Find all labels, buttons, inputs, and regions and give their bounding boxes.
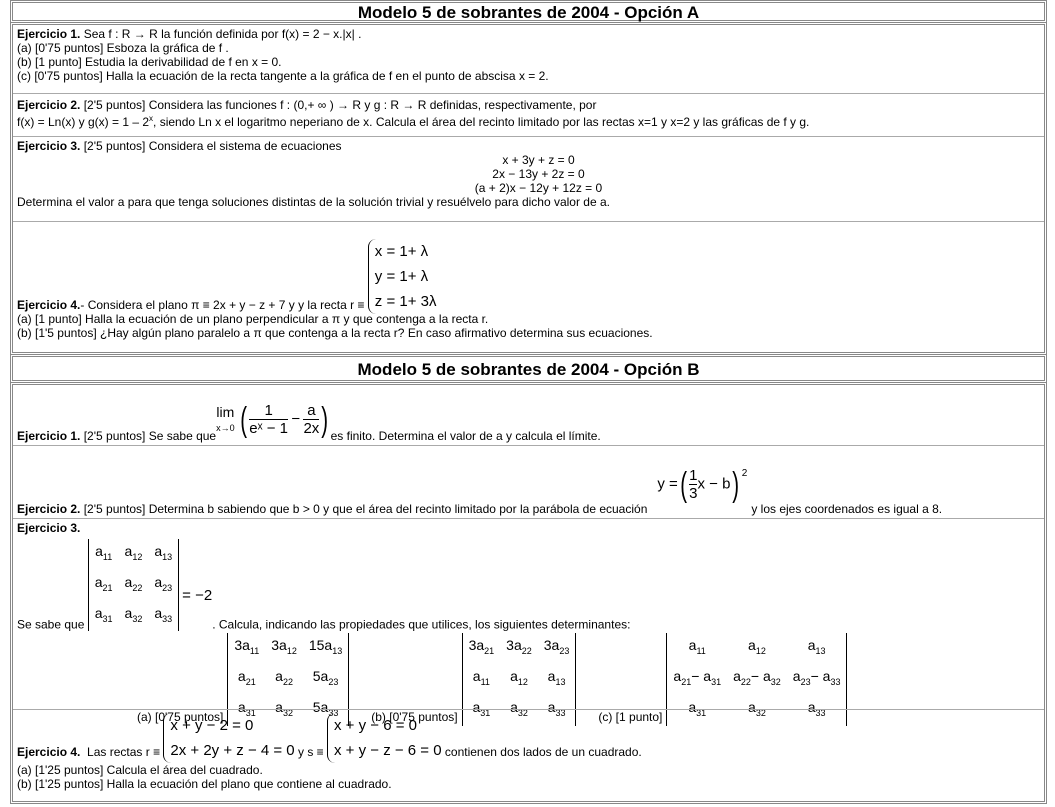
eq-right: x − b	[697, 475, 731, 493]
matrix-entry: $3a_{23}$	[543, 637, 570, 657]
exercise-label: Ejercicio 3.	[17, 139, 81, 153]
exponent: 2	[741, 468, 748, 479]
part-c: (c) [0'75 puntos] Halla la ecuación de la recta tangente a la gráfica de f en el punto de abscisa x = 2.	[17, 69, 549, 83]
matrix-entry: $a_{33}$	[547, 698, 566, 718]
denominator: 3	[689, 485, 698, 502]
exam-page	[10, 0, 1047, 805]
equation-system	[17, 153, 1040, 195]
equation: y = 1+ λ	[374, 268, 429, 285]
exercise-a3	[13, 136, 1044, 221]
exercise-a4	[13, 221, 1044, 352]
matrix-entry: $a_{11}$	[688, 637, 706, 657]
equation: x + y − 2 = 0	[170, 717, 254, 734]
exercise-b1	[13, 385, 1044, 445]
exercise-label: Ejercicio 4.	[17, 298, 81, 312]
matrix-entry: $a_{23}- a_{33}$	[792, 668, 841, 687]
matrix-entry: $a_{13}$	[154, 543, 173, 562]
exercise-text: Determina el valor a para que tenga soluciones distintas de la solución trivial y resuélvelo para dicho valor de a.	[17, 195, 610, 209]
paren: )	[732, 465, 740, 504]
exercise-b3	[13, 518, 1044, 724]
exercise-label: Ejercicio 2.	[17, 502, 81, 516]
part-b: (b) [1'25 puntos] Halla la ecuación del plano que contiene al cuadrado.	[17, 777, 392, 791]
matrix-entry: $a_{32}$	[510, 698, 528, 718]
equation: x = 1+ λ	[374, 243, 429, 260]
exercise-b2	[13, 445, 1044, 518]
matrix-entry: $a_{22}$	[124, 573, 143, 593]
eq-left: y =	[657, 475, 678, 493]
lim: lim	[216, 403, 235, 420]
exercise-text: Se sabe que	[17, 617, 88, 632]
exercise-text: y s ≡	[294, 745, 327, 759]
part-a: (a) [1'25 puntos] Calcula el área del cuadrado.	[17, 763, 263, 777]
part-label: (c) [1 punto]	[598, 709, 663, 724]
exercise-text: es finito. Determina el valor de a y calcula el límite.	[330, 429, 601, 443]
equation: z = 1+ 3λ	[374, 293, 437, 310]
matrix-entry: $a_{32}$	[124, 604, 143, 624]
matrix-entry: $a_{21}- a_{31}$	[673, 668, 722, 687]
paren: )	[321, 400, 329, 439]
exercise-text: , siendo Ln x el logaritmo neperiano de x. Calcula el área del recinto limitado por las rectas x=1 y x=2 y las gráficas de f y g.	[153, 115, 810, 129]
exercise-text: [2'5 puntos] Se sabe que	[80, 429, 217, 443]
formula: f(x) = Ln(x) y g(x) = 1 – 2	[17, 115, 150, 129]
numerator: 1	[689, 467, 698, 484]
matrix-entry: $a_{23}$	[154, 573, 173, 593]
exercise-a2	[13, 93, 1044, 136]
matrix-entry: $3a_{12}$	[271, 637, 297, 657]
matrix-entry: $5a_{23}$	[312, 668, 339, 687]
numerator: a	[303, 402, 319, 420]
option-a-title: Modelo 5 de sobrantes de 2004 - Opción A	[12, 2, 1045, 21]
line-system	[368, 239, 437, 314]
det-value: = −2	[182, 587, 213, 605]
option-b-exercises	[12, 384, 1045, 802]
numerator: 1	[249, 402, 288, 420]
matrix-entry: $a_{21}$	[237, 668, 256, 687]
matrix-entry: $3a_{22}$	[506, 637, 532, 657]
exercise-label: Ejercicio 4.	[17, 745, 81, 759]
exercise-text: - Considera el plano π ≡ 2x + y − z + 7 y y la recta r ≡	[80, 298, 368, 312]
matrix-entry: $a_{13}$	[807, 637, 826, 657]
matrix-entry: $3a_{21}$	[468, 637, 495, 657]
matrix-entry: $a_{31}$	[472, 698, 491, 718]
matrix-entry: $a_{21}$	[94, 573, 113, 593]
line-s-system	[327, 713, 442, 763]
minus: −	[291, 410, 301, 428]
matrix-entry: $a_{31}$	[237, 698, 256, 718]
part-a: (a) [0'75 puntos] Esboza la gráfica de f .	[17, 41, 229, 55]
matrix-entry: $5a_{33}$	[312, 698, 339, 718]
matrix-entry: $a_{22}$	[275, 668, 293, 687]
matrix-entry: $a_{11}$	[472, 668, 490, 687]
part-label: (a) [0'75 puntos]	[137, 709, 224, 724]
exercise-b4	[13, 709, 1044, 801]
matrix-entry: $a_{13}$	[547, 668, 566, 687]
matrix-entry: $a_{11}$	[95, 543, 113, 562]
equation: (a + 2)x − 12y + 12z = 0	[474, 181, 603, 195]
exercise-text: Las rectas r ≡	[80, 745, 164, 759]
matrix-entry: $a_{33}$	[807, 698, 826, 718]
matrix-entry: $a_{33}$	[154, 604, 173, 624]
equation: 2x − 13y + 2z = 0	[492, 167, 585, 181]
part-label: (b) [0'75 puntos]	[371, 709, 458, 724]
paren: (	[680, 465, 687, 504]
determinant	[88, 539, 179, 631]
matrix-entry: $3a_{11}$	[234, 637, 260, 657]
matrix-entry: $a_{31}$	[688, 698, 707, 718]
exercise-text: . Calcula, indicando las propiedades que utilices, los siguientes determinantes:	[212, 617, 631, 632]
exercise-text: [2'5 puntos] Considera las funciones f : (0,+ ∞ ) → R y g : R → R definidas, respectivamente, por	[80, 98, 597, 112]
matrix-entry: $a_{32}$	[275, 698, 293, 718]
exercise-text: [2'5 puntos] Considera el sistema de ecuaciones	[80, 139, 342, 153]
exercise-text: contienen dos lados de un cuadrado.	[441, 745, 642, 759]
line-r-system	[163, 713, 294, 763]
limit-expression	[216, 402, 331, 437]
exercise-text: y los ejes coordenados es igual a 8.	[751, 502, 943, 516]
fraction	[249, 402, 288, 437]
exercise-a1	[13, 25, 1044, 93]
option-b-title: Modelo 5 de sobrantes de 2004 - Opción B	[12, 356, 1045, 381]
matrix-entry: $a_{22}- a_{32}$	[733, 668, 781, 687]
part-a: (a) [1 punto] Halla la ecuación de un plano perpendicular a π y que contenga a la recta r.	[17, 312, 489, 326]
option-a-exercises	[12, 24, 1045, 353]
matrix-entry: $a_{12}$	[510, 668, 528, 687]
part-b: (b) [1 punto] Estudia la derivabilidad de f en x = 0.	[17, 55, 282, 69]
given-determinant	[88, 539, 179, 631]
exercise-label: Ejercicio 2.	[17, 98, 81, 112]
exercise-label: Ejercicio 1.	[17, 27, 81, 41]
equation: 2x + 2y + z − 4 = 0	[170, 742, 295, 759]
exercise-label: Ejercicio 1.	[17, 429, 81, 443]
exercise-text: Sea f : R → R la función definida por f(x) = 2 − x.|x| .	[80, 27, 362, 41]
equation: x + y − z − 6 = 0	[334, 742, 442, 759]
exercise-text: [2'5 puntos] Determina b sabiendo que b > 0 y que el área del recinto limitado por la parábola de ecuación	[80, 502, 648, 516]
matrix-entry: $a_{12}$	[124, 543, 143, 562]
matrix-entry: $15a_{13}$	[308, 637, 343, 657]
equation: x + y − 6 = 0	[334, 717, 417, 734]
fraction	[303, 402, 319, 437]
denominator: 2x	[303, 420, 320, 437]
lim-sub: x→0	[216, 422, 235, 433]
denominator: eˣ − 1	[249, 420, 288, 437]
exponent: x	[149, 114, 154, 123]
matrix-entry: $a_{12}$	[748, 637, 766, 657]
parabola-equation	[657, 467, 747, 502]
matrix-entry: $a_{32}$	[748, 698, 766, 718]
matrix-entry: $a_{31}$	[94, 604, 113, 624]
equation: x + 3y + z = 0	[502, 153, 575, 167]
paren: (	[240, 400, 248, 439]
part-b: (b) [1'5 puntos] ¿Hay algún plano paralelo a π que contenga a la recta r? En caso afirmativo determina sus ecuaciones.	[17, 326, 653, 340]
exercise-label: Ejercicio 3.	[17, 521, 81, 535]
